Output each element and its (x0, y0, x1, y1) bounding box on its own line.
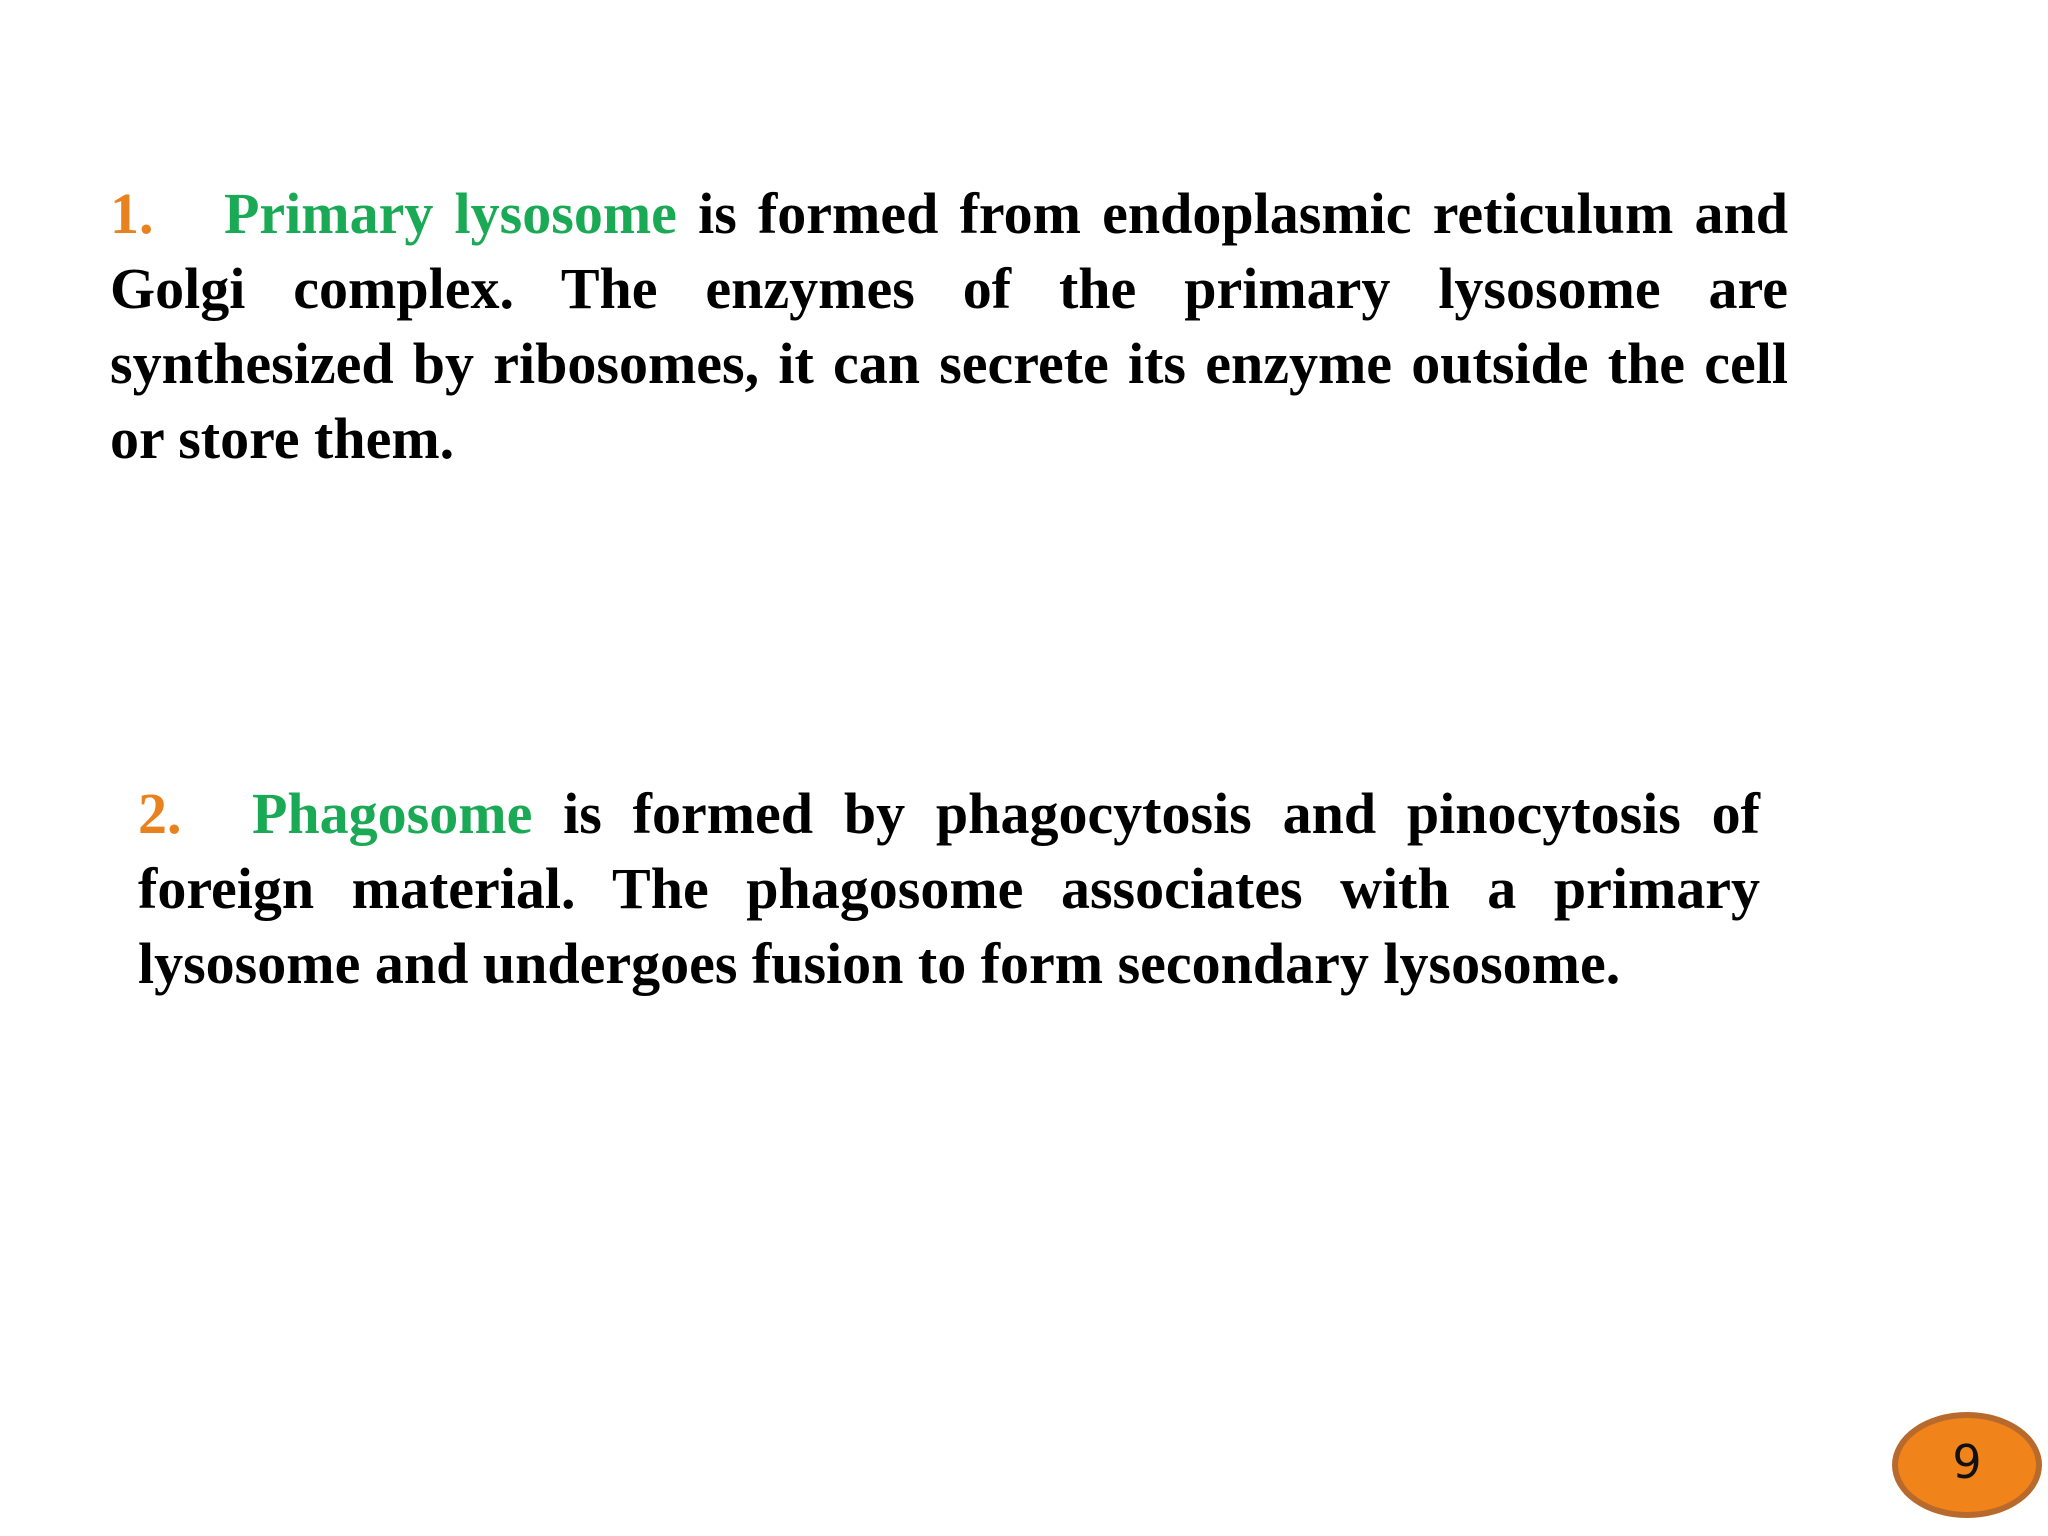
list-item-phagosome (138, 776, 1760, 1001)
page-number-badge (1892, 1412, 2042, 1518)
item-text: is formed from endoplasmic reticulum and Golgi complex. The enzymes of the primary lysosome are synthesized by ribosomes, it can secrete its enzyme outside the cell or store them. (110, 181, 1788, 471)
item-number: 1. (110, 181, 154, 246)
item-term: Phagosome (252, 781, 533, 846)
list-item-primary-lysosome (110, 176, 1788, 476)
item-text: is formed by phagocytosis and pinocytosis of foreign material. The phagosome associates with a primary lysosome and undergoes fusion to form secondary lysosome. (138, 781, 1760, 996)
item-number: 2. (138, 781, 182, 846)
item-term: Primary lysosome (224, 181, 677, 246)
page-number: 9 (1952, 1435, 1982, 1489)
